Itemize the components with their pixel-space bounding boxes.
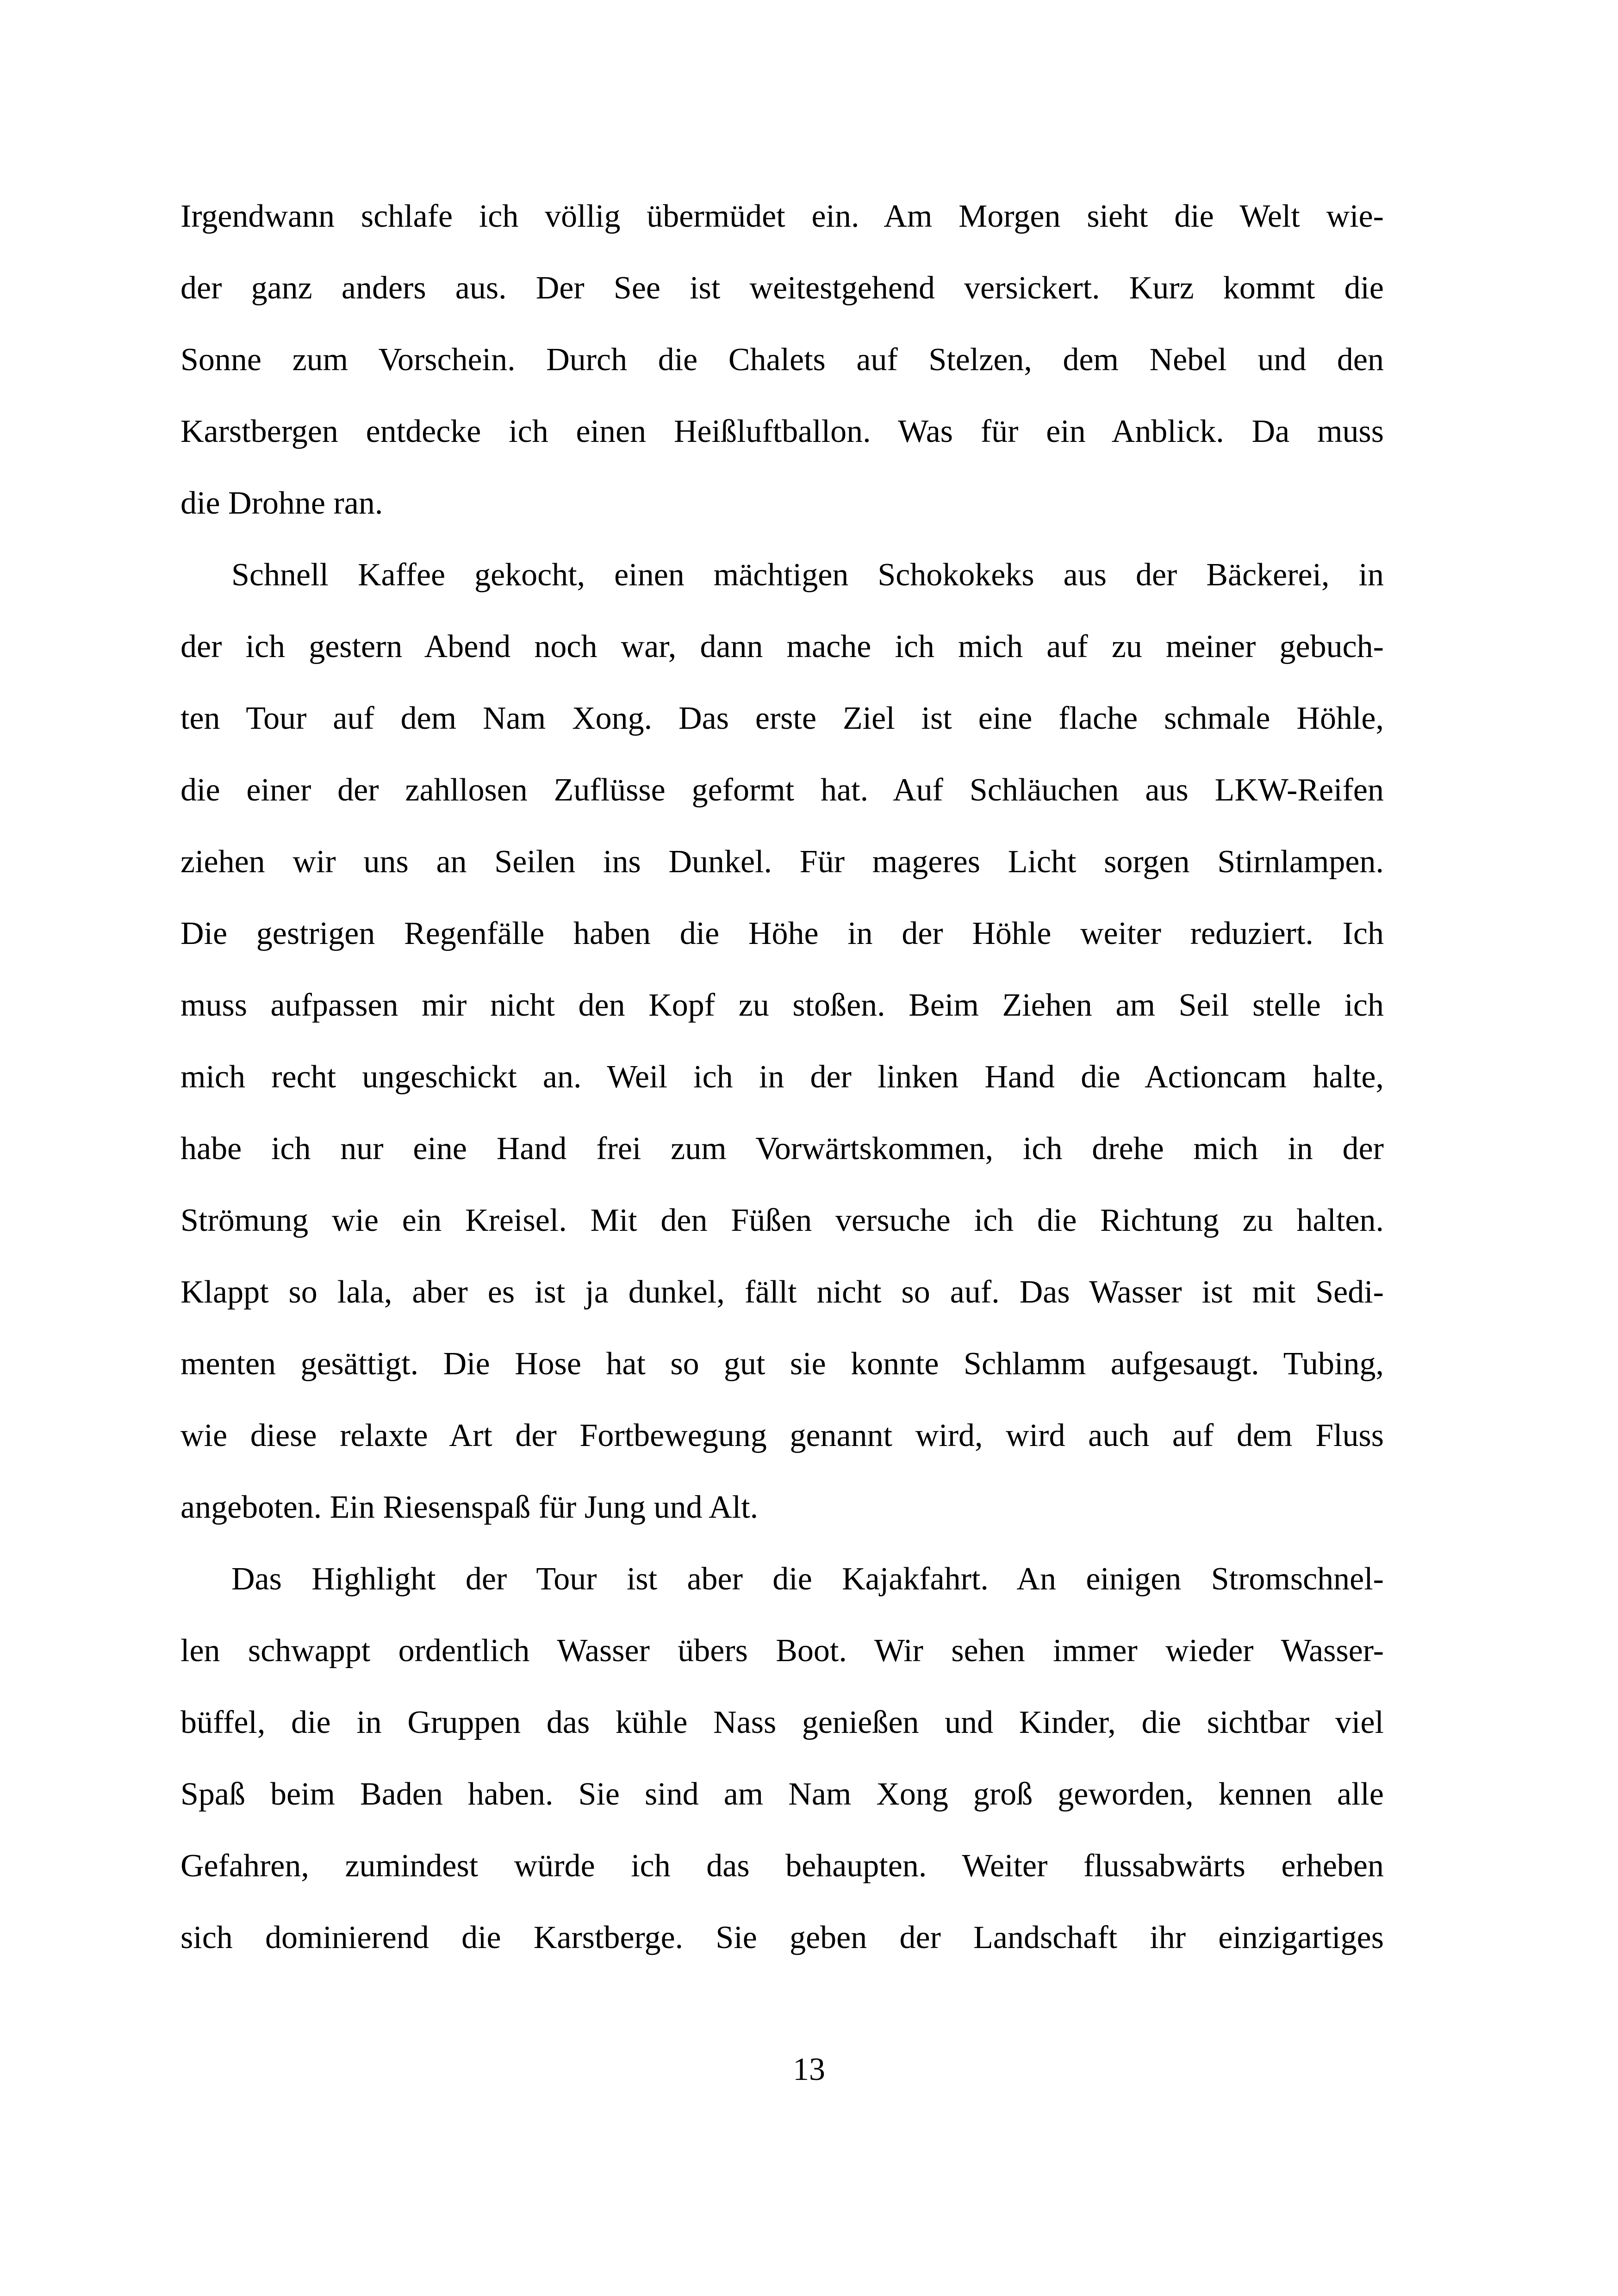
text-line: mich recht ungeschickt an. Weil ich in der linken Hand die Actioncam halte,: [180, 1059, 1384, 1095]
text-line-paragraph-end: die Drohne ran.: [180, 485, 383, 521]
text-line-paragraph-start: Schnell Kaffee gekocht, einen mächtigen Schokokeks aus der Bäckerei, in: [231, 557, 1384, 593]
page-text: [180, 180, 1384, 1973]
text-line: menten gesättigt. Die Hose hat so gut sie konnte Schlamm aufgesaugt. Tubing,: [180, 1346, 1384, 1382]
text-line: ziehen wir uns an Seilen ins Dunkel. Für mageres Licht sorgen Stirnlampen.: [180, 844, 1384, 880]
text-line: Sonne zum Vorschein. Durch die Chalets auf Stelzen, dem Nebel und den: [180, 342, 1384, 378]
text-line: len schwappt ordentlich Wasser übers Boot. Wir sehen immer wieder Wasser-: [180, 1633, 1384, 1669]
text-line: muss aufpassen mir nicht den Kopf zu stoßen. Beim Ziehen am Seil stelle ich: [180, 987, 1384, 1023]
text-line: habe ich nur eine Hand frei zum Vorwärtskommen, ich drehe mich in der: [180, 1131, 1384, 1167]
text-line: Klappt so lala, aber es ist ja dunkel, fällt nicht so auf. Das Wasser ist mit Sedi-: [180, 1274, 1384, 1310]
text-line: Irgendwann schlafe ich völlig übermüdet ein. Am Morgen sieht die Welt wie-: [180, 199, 1384, 234]
text-line: Strömung wie ein Kreisel. Mit den Füßen versuche ich die Richtung zu halten.: [180, 1203, 1384, 1238]
text-line: Die gestrigen Regenfälle haben die Höhe in der Höhle weiter reduziert. Ich: [180, 916, 1384, 951]
text-line: sich dominierend die Karstberge. Sie geben der Landschaft ihr einzigartiges: [180, 1920, 1384, 1955]
text-line: Karstbergen entdecke ich einen Heißluftballon. Was für ein Anblick. Da muss: [180, 414, 1384, 449]
text-line-paragraph-end: angeboten. Ein Riesenspaß für Jung und Alt.: [180, 1489, 759, 1525]
text-line: ten Tour auf dem Nam Xong. Das erste Ziel ist eine flache schmale Höhle,: [180, 701, 1384, 736]
text-line: der ganz anders aus. Der See ist weitestgehend versickert. Kurz kommt die: [180, 270, 1384, 306]
text-line: die einer der zahllosen Zuflüsse geformt hat. Auf Schläuchen aus LKW-Reifen: [180, 772, 1384, 808]
text-line: wie diese relaxte Art der Fortbewegung genannt wird, wird auch auf dem Fluss: [180, 1418, 1384, 1453]
page-number: 13: [793, 2052, 825, 2087]
text-line: der ich gestern Abend noch war, dann mache ich mich auf zu meiner gebuch-: [180, 629, 1384, 664]
text-line: Spaß beim Baden haben. Sie sind am Nam Xong groß geworden, kennen alle: [180, 1776, 1384, 1812]
text-line: Gefahren, zumindest würde ich das behaupten. Weiter flussabwärts erheben: [180, 1848, 1384, 1884]
text-line: büffel, die in Gruppen das kühle Nass genießen und Kinder, die sichtbar viel: [180, 1705, 1384, 1740]
text-line-paragraph-start: Das Highlight der Tour ist aber die Kajakfahrt. An einigen Stromschnel-: [231, 1561, 1384, 1597]
